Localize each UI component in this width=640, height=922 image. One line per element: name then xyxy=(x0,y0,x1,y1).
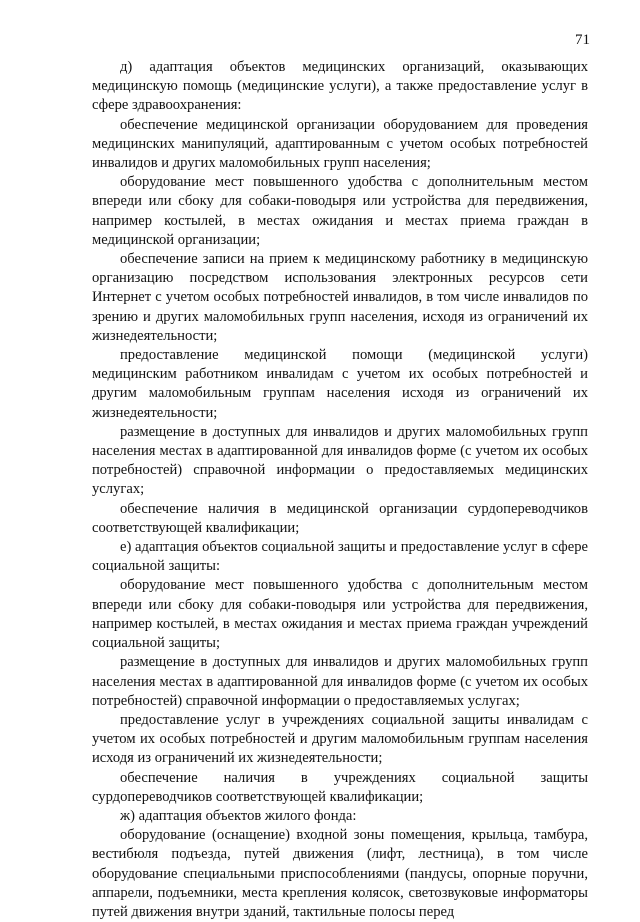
paragraph: обеспечение записи на прием к медицинскому работнику в медицинскую организацию посредством использования электронных ресурсов сети Интернет с учетом особых потребностей инвалидов, в том числе инвалидов по зрению и других маломобильных групп населения, исходя из ограничений их жизнедеятельности; xyxy=(92,251,588,344)
paragraph: ж) адаптация объектов жилого фонда: xyxy=(120,807,357,824)
paragraph: оборудование (оснащение) входной зоны помещения, крыльца, тамбура, вестибюля подъезда, путей движения (лифт, лестница), в том числе оборудование специальными приспособлениями (пандусы, опорные поручни, аппарели, подъемники, места крепления колясок, светозвуковые информаторы путей движения внутри зданий, тактильные полосы перед xyxy=(92,827,588,920)
paragraph: предоставление медицинской помощи (медицинской услуги) медицинским работником инвалидам с учетом их особых потребностей и другим маломобильным группам населения исходя из ограничений их жизнедеятельности; xyxy=(92,347,588,421)
paragraph: оборудование мест повышенного удобства с дополнительным местом впереди или сбоку для собаки-поводыря или устройства для передвижения, например костылей, в местах ожидания и местах приема граждан учреждений социальной защиты; xyxy=(92,577,588,652)
paragraph: предоставление услуг в учреждениях социальной защиты инвалидам с учетом их особых потребностей и другим маломобильным группам населения исходя из ограничений их жизнедеятельности; xyxy=(92,711,588,767)
paragraph: обеспечение наличия в медицинской организации сурдопереводчиков соответствующей квалификации; xyxy=(92,500,588,536)
page-number: 71 xyxy=(575,32,590,48)
paragraph: размещение в доступных для инвалидов и других маломобильных групп населения местах в адаптированной для инвалидов форме (с учетом их особых потребностей) справочной информации о предоставляемых услугах; xyxy=(92,654,588,709)
paragraph: обеспечение наличия в учреждениях социальной защиты сурдопереводчиков соответствующей квалификации; xyxy=(92,769,588,805)
paragraph: д) адаптация объектов медицинских организаций, оказывающих медицинскую помощь (медицинские услуги), а также предоставление услуг в сфере здравоохранения: xyxy=(92,59,588,114)
paragraph: оборудование мест повышенного удобства с дополнительным местом впереди или сбоку для собаки-поводыря или устройства для передвижения, например костылей, в местах ожидания и местах приема граждан в медицинской организации; xyxy=(92,174,588,248)
paragraph: обеспечение медицинской организации оборудованием для проведения медицинских манипуляций, адаптированным с учетом особых потребностей инвалидов и других маломобильных групп населения; xyxy=(92,116,588,172)
paragraph: размещение в доступных для инвалидов и других маломобильных групп населения местах в адаптированной для инвалидов форме (с учетом их особых потребностей) справочной информации о предоставляемых медицинских услугах; xyxy=(92,423,588,498)
paragraph: е) адаптация объектов социальной защиты и предоставление услуг в сфере социальной защиты: xyxy=(92,539,588,575)
document-body xyxy=(92,58,588,922)
